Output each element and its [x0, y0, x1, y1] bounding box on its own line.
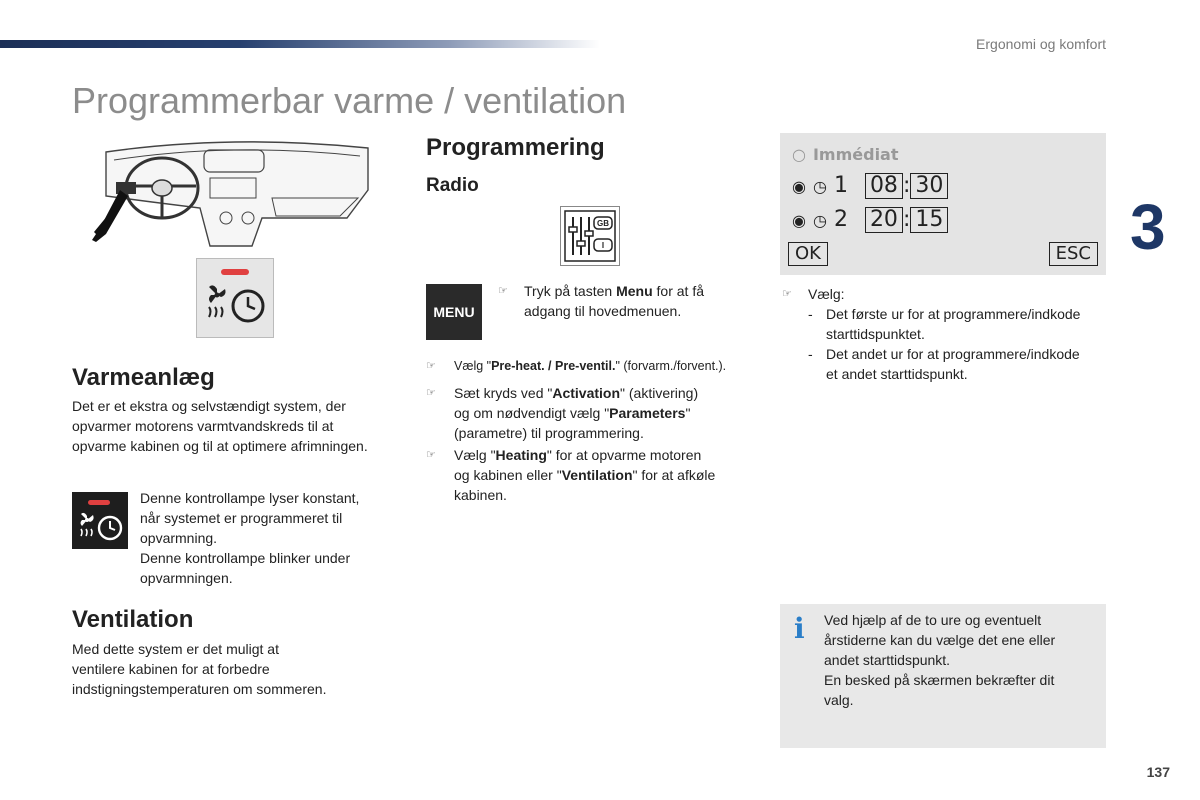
- text-line: Med dette system er det muligt at: [72, 641, 279, 657]
- radio-selected-icon: ◉: [792, 177, 806, 196]
- timer-1-hour: 08: [865, 173, 903, 199]
- sliders-icon: [561, 207, 619, 265]
- timer-1-row: [792, 173, 948, 199]
- text-line: Vælg:: [808, 286, 845, 302]
- text-bold: Activation: [552, 385, 621, 401]
- varmeanlaeg-text: [72, 396, 412, 456]
- text: kabinen.: [454, 487, 507, 503]
- hand-pointer-icon: ☞: [426, 360, 436, 372]
- programmering-heading: Programmering: [426, 134, 605, 161]
- text-line: valg.: [824, 692, 854, 708]
- clock-icon: ◷: [812, 211, 827, 230]
- text: adgang til hovedmenuen.: [524, 303, 682, 319]
- text: Vælg ": [454, 447, 496, 463]
- text: " for at afkøle: [632, 467, 716, 483]
- ok-button-illustration: OK: [788, 242, 828, 266]
- text-bold: Heating: [495, 447, 547, 463]
- text-line: indstigningstemperaturen om sommeren.: [72, 681, 327, 697]
- text-line: opvarme kabinen og til at optimere afrimningen.: [72, 438, 368, 454]
- text-line: Det andet ur for at programmere/indkode: [826, 346, 1080, 362]
- radio-icon-badge-2: I: [601, 241, 605, 250]
- text-bold: Menu: [616, 283, 653, 299]
- radio-subheading: Radio: [426, 175, 479, 196]
- dash: -: [808, 306, 813, 322]
- page-number: 137: [1146, 764, 1170, 780]
- text-line: starttidspunktet.: [826, 326, 925, 342]
- hand-pointer-icon: ☞: [426, 387, 436, 399]
- text-bold: Ventilation: [561, 467, 633, 483]
- timer-2-minute: 15: [910, 207, 948, 233]
- text-line: Ved hjælp af de to ure og eventuelt: [824, 612, 1042, 628]
- ventilation-heading: Ventilation: [72, 606, 194, 633]
- dash: -: [808, 346, 813, 362]
- info-text: [824, 610, 1094, 710]
- select-clock-instructions: [780, 284, 1138, 384]
- ventilation-text: [72, 639, 392, 699]
- text-line: Det er et ekstra og selvstændigt system, der: [72, 398, 346, 414]
- radio-unselected-icon: ○: [792, 145, 806, 164]
- clock-icon: ◷: [812, 177, 827, 196]
- text: Tryk på tasten: [524, 283, 617, 299]
- timer-2-row: [792, 207, 948, 233]
- menu-button-illustration: MENU: [426, 284, 482, 340]
- page-title: Programmerbar varme / ventilation: [72, 80, 627, 121]
- text-line: Denne kontrollampe lyser konstant,: [140, 490, 360, 506]
- colon: :: [902, 173, 911, 198]
- varmeanlaeg-heading: Varmeanlæg: [72, 364, 215, 391]
- text: ": [685, 405, 691, 421]
- text: Vælg ": [454, 359, 492, 373]
- step-1: [498, 281, 774, 321]
- text-line: opvarmer motorens varmtvandskreds til at: [72, 418, 334, 434]
- text-bold: Parameters: [609, 405, 686, 421]
- heating-timer-indicator-small: [72, 492, 128, 549]
- text: Sæt kryds ved ": [454, 385, 553, 401]
- text: " for at opvarme motoren: [546, 447, 702, 463]
- text: " (aktivering): [620, 385, 699, 401]
- text-line: En besked på skærmen bekræfter dit: [824, 672, 1055, 688]
- text-line: Det første ur for at programmere/indkode: [826, 306, 1081, 322]
- text-line: andet starttidspunkt.: [824, 652, 951, 668]
- text: og om nødvendigt vælg ": [454, 405, 610, 421]
- radio-selected-icon: ◉: [792, 211, 806, 230]
- indicator-description: [140, 488, 400, 588]
- option-immediate-label: Immédiat: [812, 145, 899, 164]
- esc-button-illustration: ESC: [1049, 242, 1098, 266]
- info-icon: i: [794, 612, 805, 645]
- text-line: Denne kontrollampe blinker under: [140, 550, 351, 566]
- text-line: når systemet er programmeret til: [140, 510, 343, 526]
- heating-timer-indicator-icon: [197, 259, 273, 337]
- text: og kabinen eller ": [454, 467, 562, 483]
- text: (parametre) til programmering.: [454, 425, 644, 441]
- dashboard-illustration: [92, 138, 374, 250]
- text-line: årstiderne kan du vælge det ene eller: [824, 632, 1056, 648]
- hand-pointer-icon: ☞: [498, 285, 508, 297]
- section-title: Ergonomi og komfort: [976, 36, 1106, 52]
- text-line: ventilere kabinen for at forbedre: [72, 661, 270, 677]
- step-3: [426, 383, 784, 443]
- timer-2-label: 2: [833, 207, 848, 232]
- timer-2-hour: 20: [865, 207, 903, 233]
- text: " (forvarm./forvent.).: [615, 359, 727, 373]
- header-color-bar: [0, 40, 600, 48]
- list-item: [808, 344, 1138, 384]
- colon: :: [902, 207, 911, 232]
- text-line: opvarmningen.: [140, 570, 233, 586]
- chapter-number: 3: [1130, 191, 1166, 263]
- hand-pointer-icon: ☞: [782, 288, 792, 300]
- radio-settings-icon: [560, 206, 620, 266]
- step-2: [426, 357, 794, 375]
- text-line: opvarmning.: [140, 530, 218, 546]
- option-immediate: [792, 141, 899, 166]
- text-line: et andet starttidspunkt.: [826, 366, 968, 382]
- hand-pointer-icon: ☞: [426, 449, 436, 461]
- text: for at få: [652, 283, 704, 299]
- timer-1-minute: 30: [910, 173, 948, 199]
- heating-timer-indicator-icon: [72, 492, 128, 549]
- step-4: [426, 445, 784, 505]
- timer-1-label: 1: [833, 173, 848, 198]
- timer-display-screenshot: [780, 133, 1106, 275]
- list-item: [808, 304, 1138, 344]
- heating-timer-indicator: [196, 258, 274, 338]
- radio-icon-badge: GB: [597, 219, 609, 228]
- text-bold: Pre-heat. / Pre-ventil.: [491, 359, 616, 373]
